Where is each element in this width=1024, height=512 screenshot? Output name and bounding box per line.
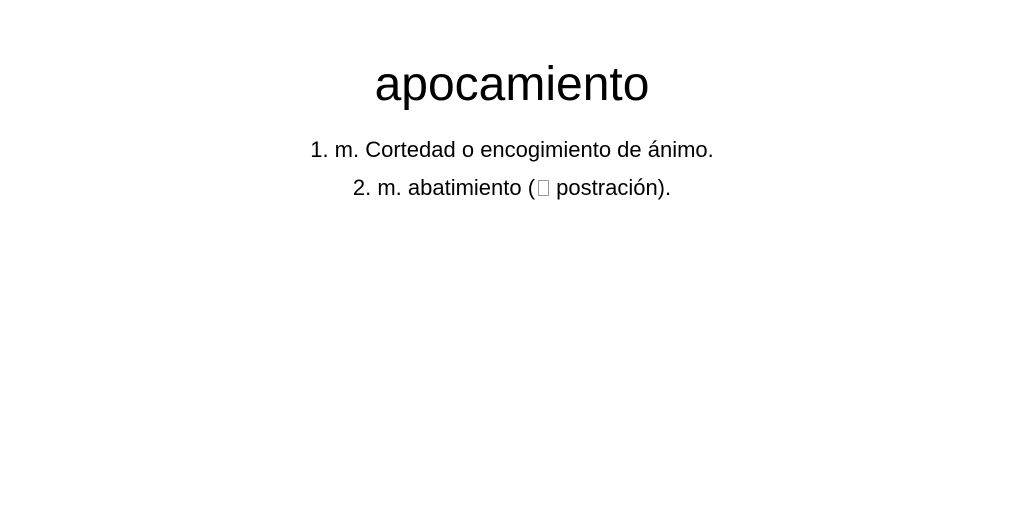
definition-list (0, 131, 1024, 207)
definition-2-prefix: 2. m. abatimiento ( (352, 175, 536, 200)
definition-2-suffix: postración). (550, 175, 672, 200)
definition-1: 1. m. Cortedad o encogimiento de ánimo. (310, 137, 714, 162)
headword: apocamiento (374, 58, 650, 111)
missing-glyph-icon (538, 180, 549, 196)
definition-2 (0, 169, 1024, 207)
